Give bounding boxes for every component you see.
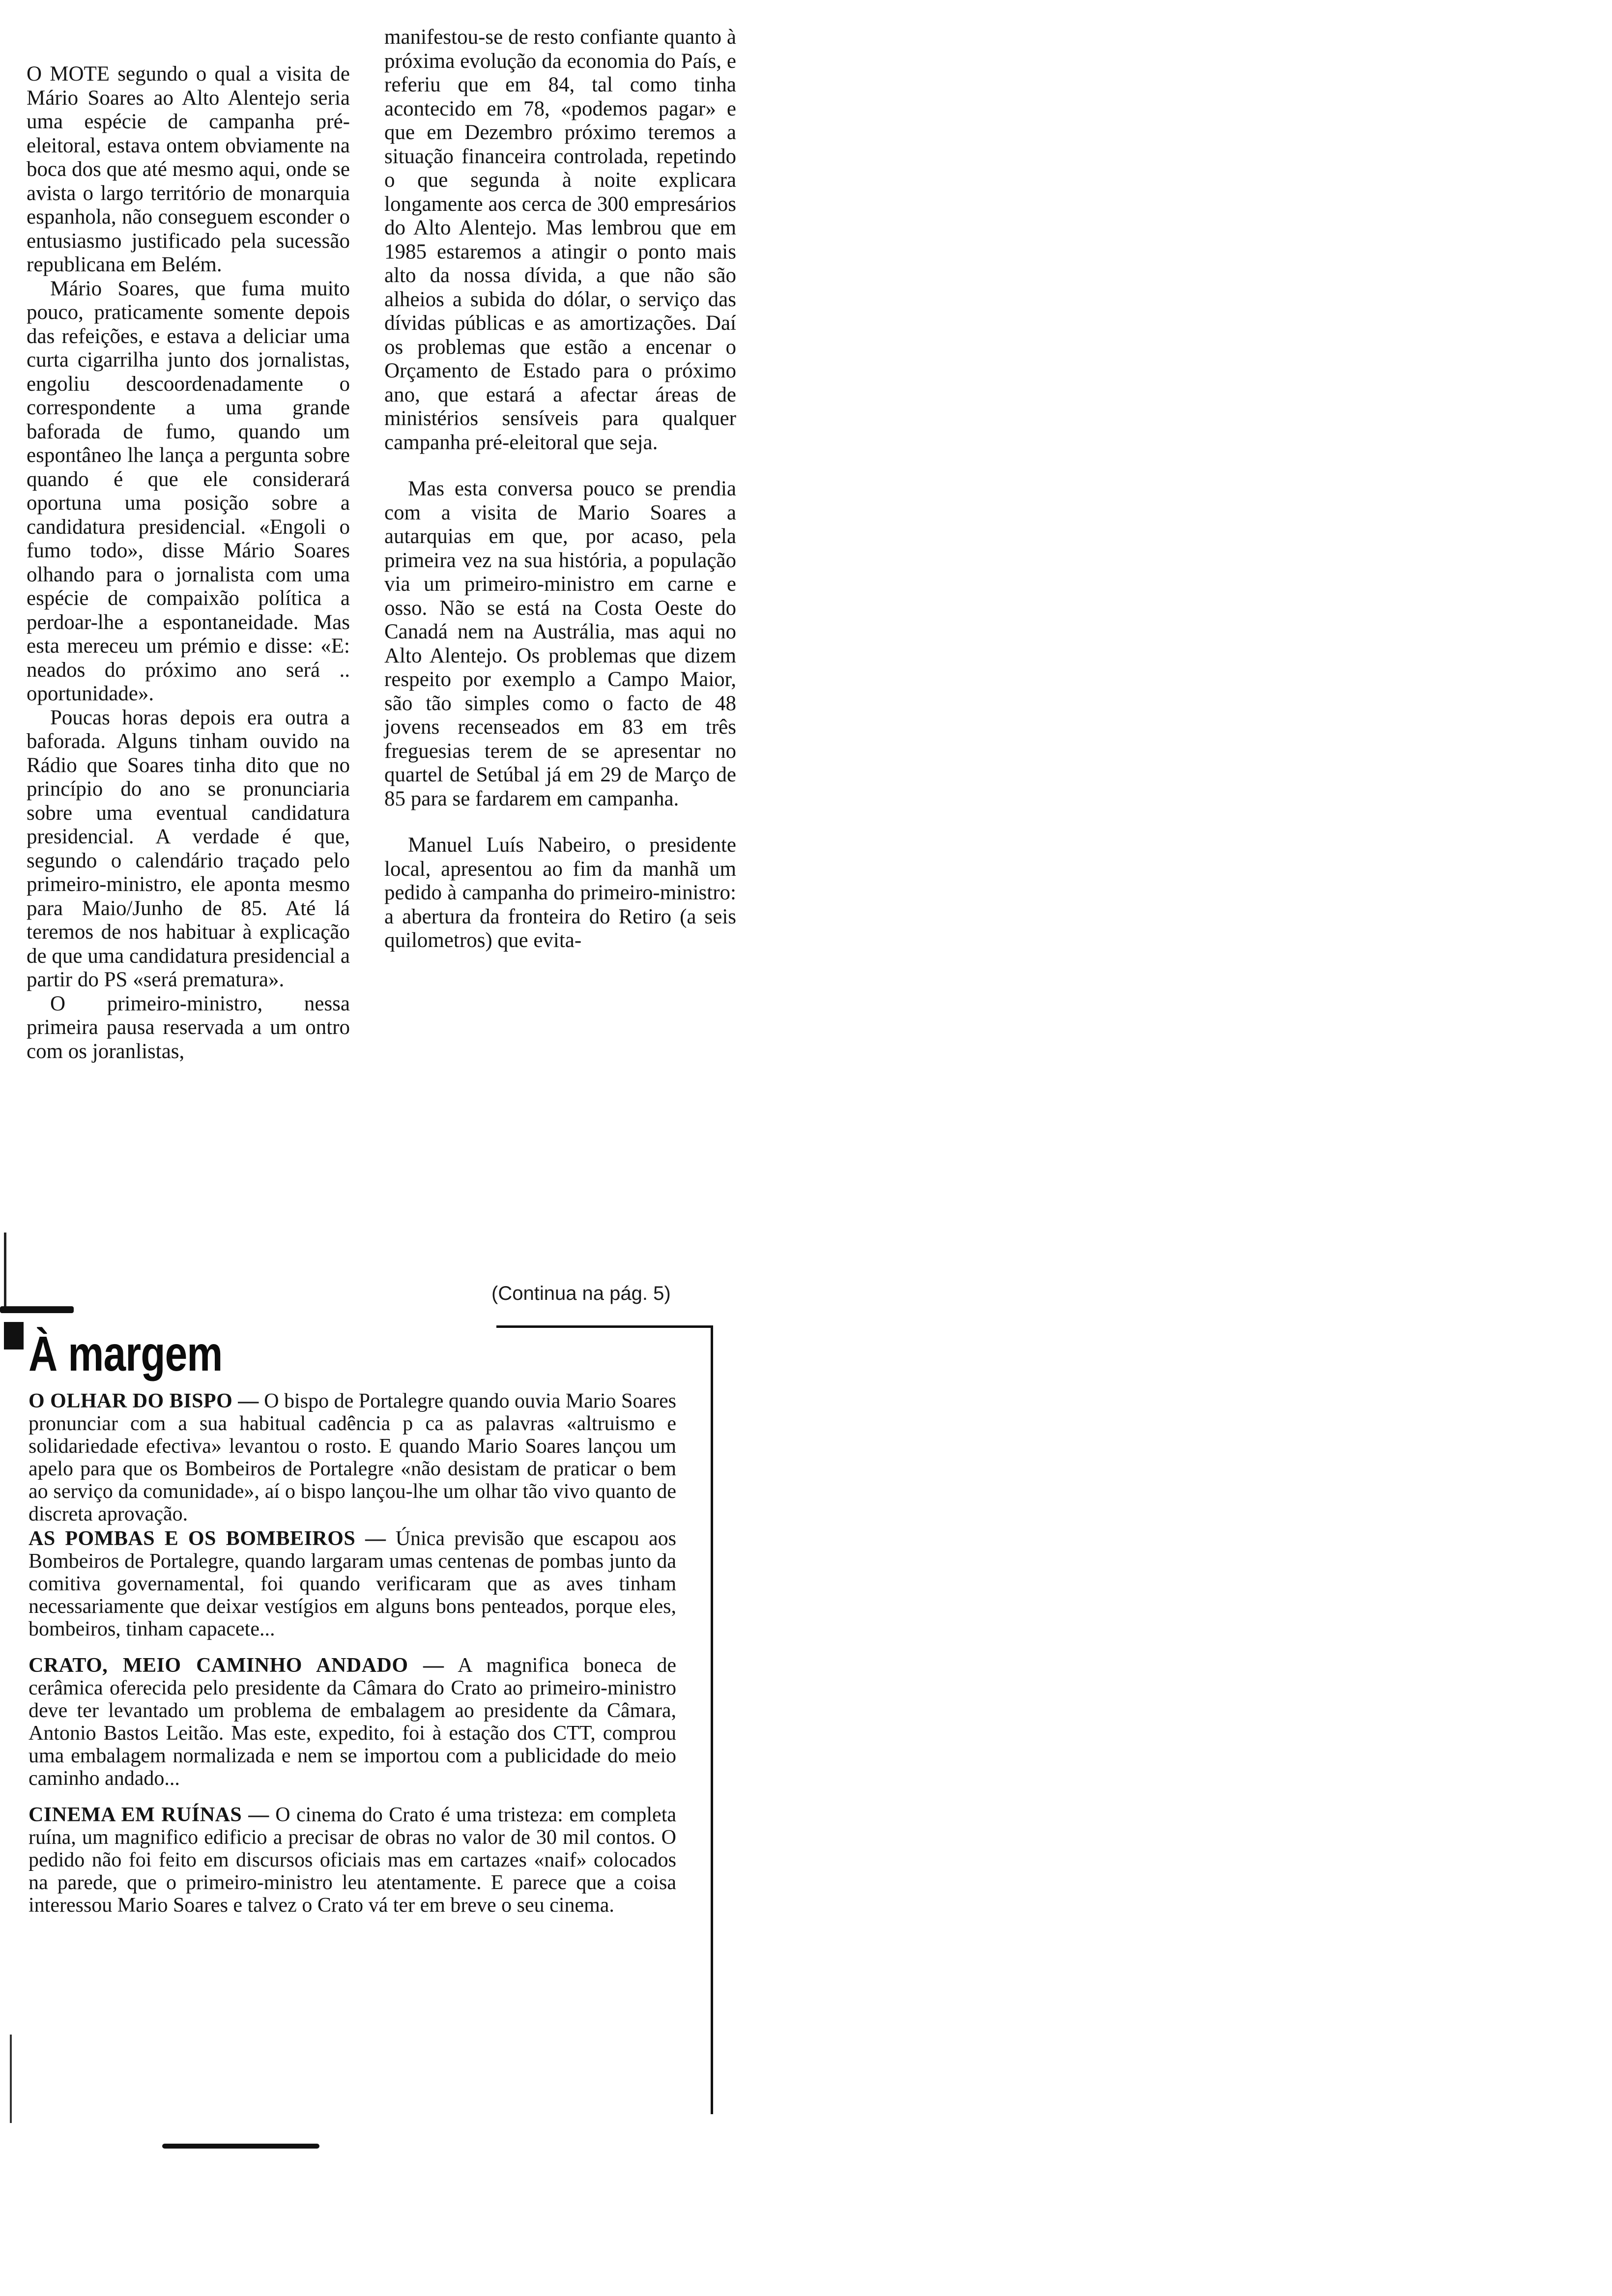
article-paragraph: O MOTE segundo o qual a visita de Mário Soares ao Alto Alentejo seria uma espécie de campanha pré-eleitoral, estava ontem obviamente na boca dos que até mesmo aqui, onde se avista o largo território de monarquia espanhola, não conseguem esconder o entusiasmo justificado pela sucessão republicana em Belém. [27,62,350,276]
box-item [29,1390,676,1525]
box-item [29,1527,676,1640]
box-item-text: Única previsão que escapou aos Bombeiros de Portalegre, quando largaram umas centenas de pombas junto da comitiva governamental, foi quando verificaram que as aves tinham necessariamente que deixar vestígios em alguns bons penteados, porque eles, bombeiros, tinham capacete... [29,1527,676,1640]
box-item-text: A magnifica boneca de cerâmica oferecida pelo presidente da Câmara do Crato ao primeiro-ministro deve ter levantado um problema de embalagem ao presidente da Câmara, Antonio Bastos Leitão. Mas este, expedito, foi à estação dos CTT, comprou uma embalagem normalizada e nem se importou com a publicidade do meio caminho andado... [29,1654,677,1790]
box-item-heading: O OLHAR DO BISPO — [29,1390,259,1412]
box-title: À margem [29,1326,223,1381]
article-paragraph: Mário Soares, que fuma muito pouco, praticamente somente depois das refeições, e estava a deliciar uma curta cigarrilha junto dos jornalistas, engoliu descoordenadamente o correspondente a uma grande baforada de fumo, quando um espontâneo lhe lança a pergunta sobre quando é que ele considerará oportuna uma posição sobre a candidatura presidencial. «Engoli o fumo todo», disse Mário Soares olhando para o jornalista com uma espécie de compaixão política a perdoar-lhe a espontaneidade. Mas esta mereceu um prémio e disse: «E: neados do próximo ano será .. oportunidade». [27,277,350,705]
box-top-rule [496,1325,713,1328]
scan-smudge [0,1306,74,1313]
article-left-column [27,62,350,1063]
box-item-heading: CINEMA EM RUÍNAS — [29,1804,269,1826]
box-left-rule [10,2035,12,2123]
box-body [29,1390,676,1917]
box-right-rule [711,1325,713,2114]
box-item-heading: AS POMBAS E OS BOMBEIROS — [29,1527,386,1550]
box-item-text: O bispo de Portalegre quando ouvia Mario Soares pronunciar com a sua habitual cadência p ca as palavras «altruismo e solidariedade efectiva» levantou o rosto. E quando Mario Soares lançou um apelo para que os Bombeiros de Portalegre «não desistam de praticar o bem ao serviço da comunidade», aí o bispo lançou-lhe um olhar tão vivo quanto de discreta aprovação. [29,1390,676,1525]
article-paragraph: Mas esta conversa pouco se prendia com a visita de Mario Soares a autarquias em que, por acaso, pela primeira vez na sua história, a população via um primeiro-ministro em carne e osso. Não se está na Costa Oeste do Canadá nem na Austrália, mas aqui no Alto Alentejo. Os problemas que dizem respeito por exemplo a Campo Maior, são tão simples como o facto de 48 jovens recenseados em 83 em três freguesias terem de se apresentar no quartel de Setúbal já em 29 de Março de 85 para se fardarem em campanha. [384,477,736,810]
scan-edge-mark [4,1233,6,1306]
article-paragraph: manifestou-se de resto confiante quanto à próxima evolução da economia do País, e referiu que em 84, tal como tinha acontecido em 78, «podemos pagar» e que em Dezembro próximo teremos a situação financeira controlada, repetindo o que segunda à noite explicara longamente aos cerca de 300 empresários do Alto Alentejo. Mas lembrou que em 1985 estaremos a atingir o ponto mais alto da nossa dívida, a que não são alheios a subida do dólar, o serviço das dívidas públicas e as amortizações. Daí os problemas que estão a encenar o Orçamento de Estado para o próximo ano, que estará a afectar áreas de ministérios sensíveis para qualquer campanha pré-eleitoral que seja. [384,26,736,454]
box-item [29,1804,676,1917]
box-item-heading: CRATO, MEIO CAMINHO ANDADO — [29,1654,444,1677]
box-bottom-rule [162,2144,319,2149]
article-right-column [384,26,736,953]
article-paragraph: Manuel Luís Nabeiro, o presidente local, apresentou ao fim da manhã um pedido à campanha do primeiro-ministro: a abertura da fronteira do Retiro (a seis quilometros) que evita- [384,833,736,952]
box-item-text: O cinema do Crato é uma tristeza: em completa ruína, um magnifico edificio a precisar de obras no valor de 30 mil contos. O pedido não foi feito em discursos oficiais mas em cartazes «naif» colocados na parede, que o primeiro-ministro leu atentamente. E parece que a coisa interessou Mario Soares e talvez o Crato vá ter em breve o seu cinema. [29,1804,677,1917]
box-item [29,1654,676,1790]
continued-on-page-note: (Continua na pág. 5) [491,1283,671,1304]
article-paragraph: Poucas horas depois era outra a baforada. Alguns tinham ouvido na Rádio que Soares tinha dito que no princípio do ano se pronunciaria sobre uma eventual candidatura presidencial. A verdade é que, segundo o calendário traçado pelo primeiro-ministro, ele aponta mesmo para Maio/Junho de 85. Até lá teremos de nos habituar à explicação de que uma candidatura presidencial a partir do PS «será prematura». [27,706,350,991]
article-paragraph: O primeiro-ministro, nessa primeira pausa reservada a um ontro com os joranlistas, [27,992,350,1063]
